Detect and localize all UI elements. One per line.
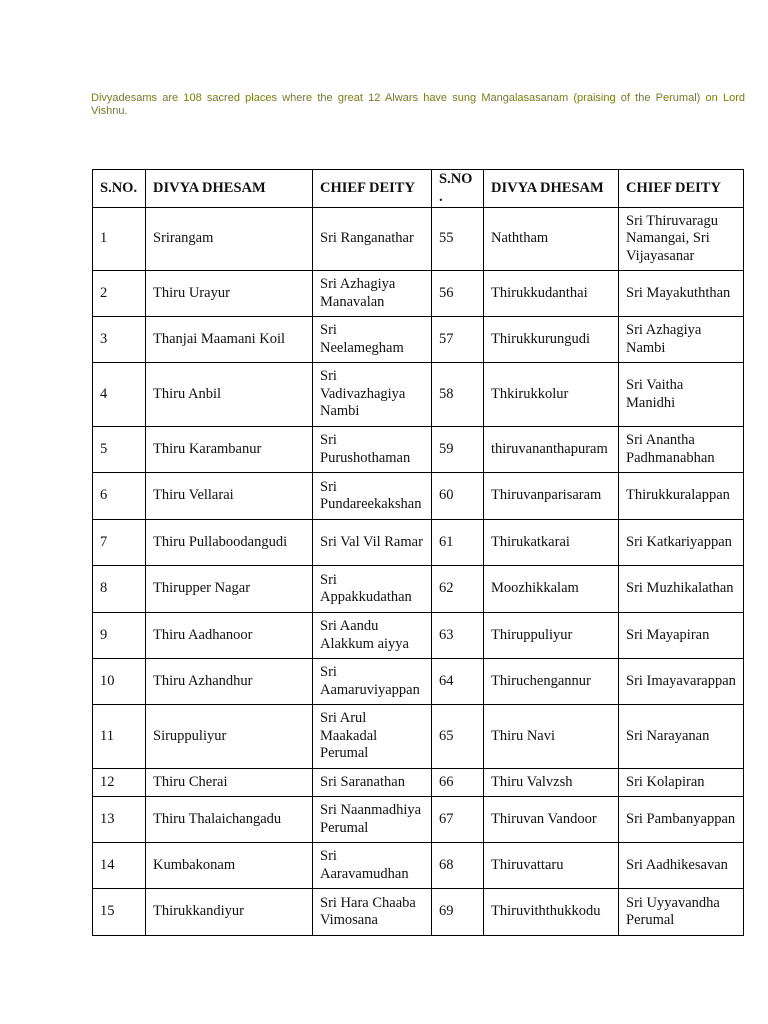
table-row <box>93 208 744 271</box>
cell-divya-dhesam-left: Kumbakonam <box>146 843 313 889</box>
table-row <box>93 317 744 363</box>
header-sno-left: S.NO. <box>93 170 146 208</box>
cell-chief-deity-left: Sri Azhagiya Manavalan <box>313 271 432 317</box>
cell-chief-deity-left: Sri Naanmadhiya Perumal <box>313 797 432 843</box>
table-row <box>93 659 744 705</box>
cell-divya-dhesam-left: Thirukkandiyur <box>146 889 313 936</box>
cell-chief-deity-left: Sri Purushothaman <box>313 427 432 473</box>
table-row <box>93 271 744 317</box>
cell-sno-left: 15 <box>93 889 146 936</box>
cell-chief-deity-left: Sri Arul Maakadal Perumal <box>313 705 432 769</box>
cell-chief-deity-left: Sri Val Vil Ramar <box>313 520 432 566</box>
table-row <box>93 705 744 769</box>
table-row <box>93 889 744 936</box>
cell-divya-dhesam-right: Thirukatkarai <box>484 520 619 566</box>
cell-chief-deity-right: Sri Mayakuththan <box>619 271 744 317</box>
cell-divya-dhesam-left: Thiru Aadhanoor <box>146 613 313 659</box>
cell-divya-dhesam-right: Thiru Navi <box>484 705 619 769</box>
cell-divya-dhesam-left: Thiru Anbil <box>146 363 313 427</box>
cell-chief-deity-right: Sri Thiruvaragu Namangai, Sri Vijayasanar <box>619 208 744 271</box>
cell-chief-deity-left: Sri Saranathan <box>313 769 432 797</box>
cell-sno-left: 11 <box>93 705 146 769</box>
cell-sno-right: 62 <box>432 566 484 613</box>
cell-divya-dhesam-left: Thanjai Maamani Koil <box>146 317 313 363</box>
cell-chief-deity-right: Sri Azhagiya Nambi <box>619 317 744 363</box>
header-divya-dhesam-left: DIVYA DHESAM <box>146 170 313 208</box>
header-divya-dhesam-right: DIVYA DHESAM <box>484 170 619 208</box>
cell-sno-left: 5 <box>93 427 146 473</box>
cell-divya-dhesam-right: Thiruvan Vandoor <box>484 797 619 843</box>
table-row <box>93 520 744 566</box>
cell-divya-dhesam-left: Thiru Azhandhur <box>146 659 313 705</box>
cell-divya-dhesam-right: Thiruvanparisaram <box>484 473 619 520</box>
table-body <box>93 208 744 936</box>
cell-sno-right: 55 <box>432 208 484 271</box>
cell-chief-deity-right: Sri Katkariyappan <box>619 520 744 566</box>
cell-chief-deity-right: Thirukkuralappan <box>619 473 744 520</box>
table-row <box>93 473 744 520</box>
cell-sno-right: 67 <box>432 797 484 843</box>
cell-sno-right: 65 <box>432 705 484 769</box>
cell-sno-right: 57 <box>432 317 484 363</box>
table-header <box>93 170 744 208</box>
cell-chief-deity-left: Sri Aandu Alakkum aiyya <box>313 613 432 659</box>
header-chief-deity-left: CHIEF DEITY <box>313 170 432 208</box>
header-row <box>93 170 744 208</box>
cell-chief-deity-right: Sri Narayanan <box>619 705 744 769</box>
cell-divya-dhesam-right: Thirukkudanthai <box>484 271 619 317</box>
table-row <box>93 769 744 797</box>
cell-sno-left: 14 <box>93 843 146 889</box>
cell-sno-left: 9 <box>93 613 146 659</box>
divya-desam-table <box>92 169 744 936</box>
cell-sno-right: 69 <box>432 889 484 936</box>
cell-divya-dhesam-right: Thirukkurungudi <box>484 317 619 363</box>
cell-divya-dhesam-left: Thiru Vellarai <box>146 473 313 520</box>
table-row <box>93 363 744 427</box>
cell-sno-left: 2 <box>93 271 146 317</box>
cell-chief-deity-right: Sri Imayavarappan <box>619 659 744 705</box>
header-sno-right: S.NO. <box>432 170 484 208</box>
cell-sno-left: 3 <box>93 317 146 363</box>
cell-chief-deity-right: Sri Kolapiran <box>619 769 744 797</box>
cell-sno-right: 61 <box>432 520 484 566</box>
cell-sno-right: 56 <box>432 271 484 317</box>
cell-divya-dhesam-right: Naththam <box>484 208 619 271</box>
header-chief-deity-right: CHIEF DEITY <box>619 170 744 208</box>
cell-sno-left: 6 <box>93 473 146 520</box>
cell-chief-deity-left: Sri Vadivazhagiya Nambi <box>313 363 432 427</box>
cell-chief-deity-left: Sri Neelamegham <box>313 317 432 363</box>
intro-paragraph: Divyadesams are 108 sacred places where the great 12 Alwars have sung Mangalasasanam (praising of the Perumal) on Lord Vishnu. <box>91 92 745 117</box>
cell-chief-deity-right: Sri Uyyavandha Perumal <box>619 889 744 936</box>
cell-sno-right: 58 <box>432 363 484 427</box>
cell-chief-deity-right: Sri Muzhikalathan <box>619 566 744 613</box>
cell-divya-dhesam-left: Siruppuliyur <box>146 705 313 769</box>
cell-chief-deity-right: Sri Vaitha Manidhi <box>619 363 744 427</box>
cell-divya-dhesam-left: Thiru Urayur <box>146 271 313 317</box>
table-row <box>93 613 744 659</box>
table-row <box>93 797 744 843</box>
cell-divya-dhesam-right: Thiru Valvzsh <box>484 769 619 797</box>
cell-chief-deity-left: Sri Appakkudathan <box>313 566 432 613</box>
cell-divya-dhesam-left: Thiru Pullaboodangudi <box>146 520 313 566</box>
cell-sno-left: 10 <box>93 659 146 705</box>
cell-sno-right: 68 <box>432 843 484 889</box>
cell-chief-deity-left: Sri Pundareekakshan <box>313 473 432 520</box>
cell-divya-dhesam-right: Thiruppuliyur <box>484 613 619 659</box>
cell-divya-dhesam-left: Thiru Thalaichangadu <box>146 797 313 843</box>
cell-sno-left: 4 <box>93 363 146 427</box>
cell-divya-dhesam-right: Moozhikkalam <box>484 566 619 613</box>
cell-divya-dhesam-left: Thiru Cherai <box>146 769 313 797</box>
cell-sno-left: 7 <box>93 520 146 566</box>
cell-chief-deity-left: Sri Ranganathar <box>313 208 432 271</box>
cell-chief-deity-left: Sri Aamaruviyappan <box>313 659 432 705</box>
cell-chief-deity-right: Sri Pambanyappan <box>619 797 744 843</box>
cell-divya-dhesam-right: Thiruviththukkodu <box>484 889 619 936</box>
cell-chief-deity-right: Sri Anantha Padhmanabhan <box>619 427 744 473</box>
table-row <box>93 427 744 473</box>
cell-divya-dhesam-right: Thkirukkolur <box>484 363 619 427</box>
cell-sno-right: 64 <box>432 659 484 705</box>
cell-chief-deity-left: Sri Hara Chaaba Vimosana <box>313 889 432 936</box>
cell-chief-deity-left: Sri Aaravamudhan <box>313 843 432 889</box>
cell-sno-right: 59 <box>432 427 484 473</box>
cell-sno-left: 1 <box>93 208 146 271</box>
cell-divya-dhesam-right: Thiruchengannur <box>484 659 619 705</box>
cell-sno-left: 13 <box>93 797 146 843</box>
cell-divya-dhesam-right: thiruvananthapuram <box>484 427 619 473</box>
table-row <box>93 566 744 613</box>
cell-divya-dhesam-left: Thirupper Nagar <box>146 566 313 613</box>
cell-sno-left: 12 <box>93 769 146 797</box>
cell-sno-right: 60 <box>432 473 484 520</box>
cell-divya-dhesam-right: Thiruvattaru <box>484 843 619 889</box>
cell-sno-right: 66 <box>432 769 484 797</box>
cell-chief-deity-right: Sri Aadhikesavan <box>619 843 744 889</box>
cell-chief-deity-right: Sri Mayapiran <box>619 613 744 659</box>
table-row <box>93 843 744 889</box>
cell-divya-dhesam-left: Thiru Karambanur <box>146 427 313 473</box>
cell-sno-right: 63 <box>432 613 484 659</box>
cell-sno-left: 8 <box>93 566 146 613</box>
cell-divya-dhesam-left: Srirangam <box>146 208 313 271</box>
